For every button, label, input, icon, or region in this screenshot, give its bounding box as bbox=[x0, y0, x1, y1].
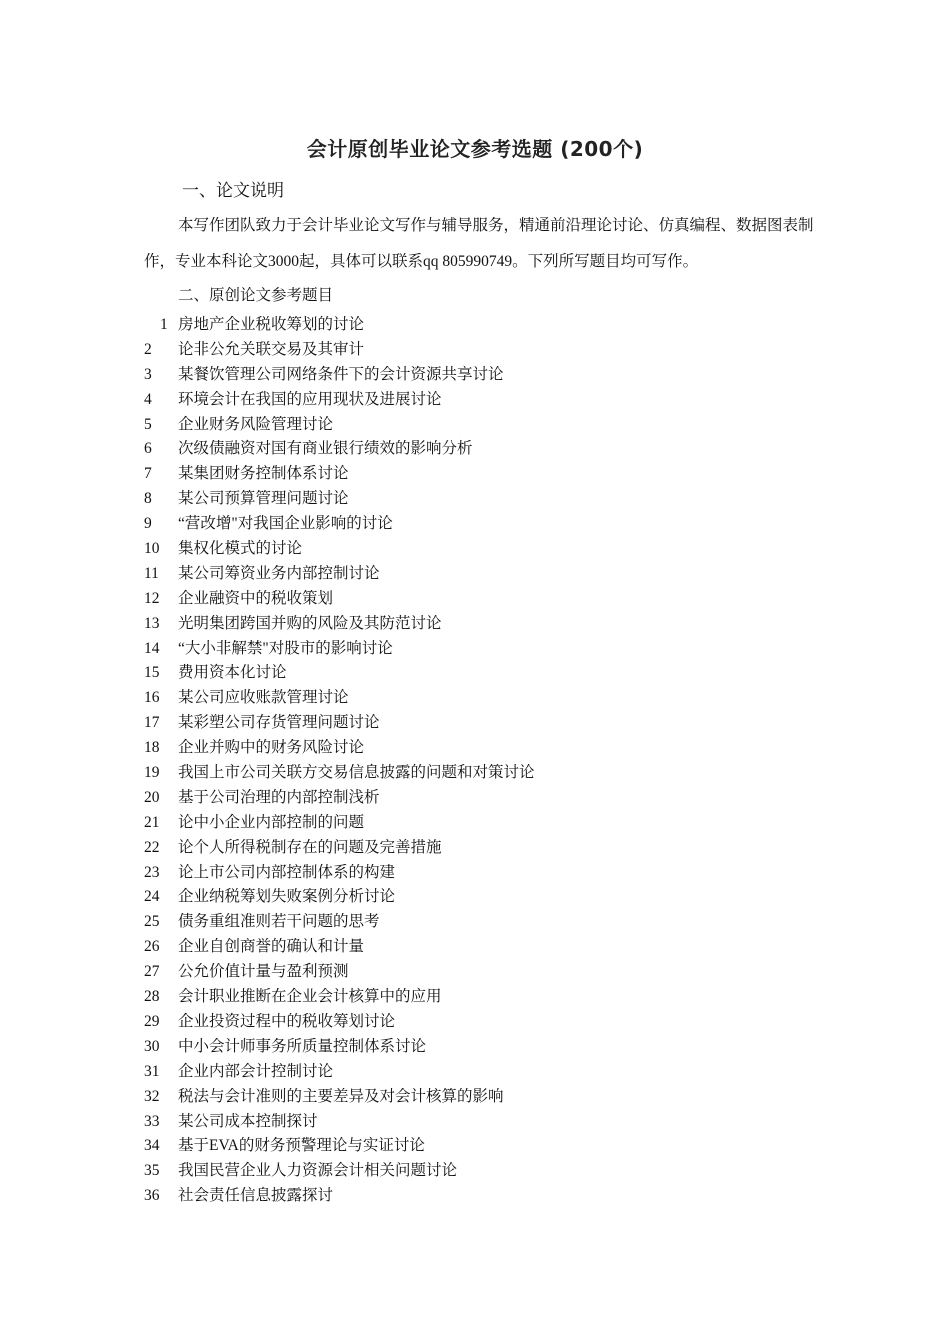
list-item bbox=[144, 338, 844, 363]
topic-title: 基于EVA的财务预警理论与实证讨论 bbox=[178, 1137, 425, 1155]
list-item bbox=[144, 363, 844, 388]
topic-title: 基于公司治理的内部控制浅析 bbox=[178, 788, 380, 806]
topic-number: 7 bbox=[144, 465, 152, 483]
topic-number: 11 bbox=[144, 564, 159, 582]
topic-title: 次级债融资对国有商业银行绩效的影响分析 bbox=[178, 440, 473, 458]
topic-number: 34 bbox=[144, 1137, 160, 1155]
list-item bbox=[144, 612, 844, 637]
topic-title: 论中小企业内部控制的问题 bbox=[178, 813, 365, 831]
section-heading-explanation: 一、论文说明 bbox=[182, 181, 284, 200]
topic-number: 36 bbox=[144, 1187, 160, 1205]
list-item bbox=[144, 811, 844, 836]
topic-number: 31 bbox=[144, 1062, 160, 1080]
list-item bbox=[144, 885, 844, 910]
topic-number: 19 bbox=[144, 764, 160, 782]
list-item bbox=[144, 562, 844, 587]
topic-number: 33 bbox=[144, 1112, 160, 1130]
topic-title: 房地产企业税收筹划的讨论 bbox=[178, 316, 365, 333]
list-item bbox=[144, 413, 844, 438]
topic-number: 25 bbox=[144, 913, 160, 931]
list-item bbox=[144, 786, 844, 811]
list-item bbox=[144, 537, 844, 562]
topic-title: 企业财务风险管理讨论 bbox=[178, 415, 334, 433]
topic-title: 某餐饮管理公司网络条件下的会计资源共享讨论 bbox=[178, 365, 504, 383]
topic-number: 24 bbox=[144, 888, 160, 906]
list-item bbox=[144, 836, 844, 861]
topic-title: “大小非解禁"对股市的影响讨论 bbox=[178, 639, 393, 657]
topic-title: 企业投资过程中的税收筹划讨论 bbox=[178, 1012, 396, 1030]
list-item bbox=[144, 1184, 844, 1209]
topic-number: 22 bbox=[144, 838, 160, 856]
topic-number: 23 bbox=[144, 863, 160, 881]
list-item bbox=[144, 388, 844, 413]
topic-title: “营改增"对我国企业影响的讨论 bbox=[178, 515, 393, 533]
topic-title: 债务重组准则若干问题的思考 bbox=[178, 913, 380, 931]
topic-number: 21 bbox=[144, 813, 160, 831]
intro-paragraph: 本写作团队致力于会计毕业论文写作与辅导服务，精通前沿理论讨论、仿真编程、数据图表制作，专业本科论文3000起，具体可以联系qq 805990749。下列所写题目均可写作。 bbox=[144, 217, 814, 270]
list-item bbox=[144, 985, 844, 1010]
topic-number: 5 bbox=[144, 415, 152, 433]
list-item bbox=[144, 1110, 844, 1135]
topic-number: 12 bbox=[144, 589, 160, 607]
topic-number: 27 bbox=[144, 963, 160, 981]
topic-number: 32 bbox=[144, 1087, 160, 1105]
topic-title: 我国民营企业人力资源会计相关问题讨论 bbox=[178, 1162, 458, 1180]
list-item bbox=[144, 1010, 844, 1035]
topic-title: 企业融资中的税收策划 bbox=[178, 589, 334, 607]
topic-title: 会计职业推断在企业会计核算中的应用 bbox=[178, 988, 442, 1006]
topic-number: 9 bbox=[144, 515, 152, 533]
topic-number: 18 bbox=[144, 739, 160, 757]
list-item bbox=[144, 711, 844, 736]
topic-title: 某公司成本控制探讨 bbox=[178, 1112, 318, 1130]
topic-number: 15 bbox=[144, 664, 160, 682]
list-item bbox=[144, 910, 844, 935]
topic-number: 14 bbox=[144, 639, 160, 657]
list-item bbox=[144, 1159, 844, 1184]
list-item bbox=[144, 1035, 844, 1060]
topic-title: 企业纳税筹划失败案例分析讨论 bbox=[178, 888, 396, 906]
topic-number: 10 bbox=[144, 540, 160, 558]
list-item bbox=[144, 313, 844, 338]
topic-title: 光明集团跨国并购的风险及其防范讨论 bbox=[178, 614, 442, 632]
topic-number: 35 bbox=[144, 1162, 160, 1180]
topic-number: 4 bbox=[144, 390, 152, 408]
list-item bbox=[144, 1134, 844, 1159]
topic-number: 28 bbox=[144, 988, 160, 1006]
topic-number: 29 bbox=[144, 1012, 160, 1030]
topic-title: 中小会计师事务所质量控制体系讨论 bbox=[178, 1037, 427, 1055]
list-item bbox=[144, 935, 844, 960]
list-item bbox=[144, 861, 844, 886]
topic-title: 企业并购中的财务风险讨论 bbox=[178, 739, 365, 757]
topic-title: 某公司应收账款管理讨论 bbox=[178, 689, 349, 707]
topic-title: 企业自创商誉的确认和计量 bbox=[178, 938, 365, 956]
topic-number: 6 bbox=[144, 440, 152, 458]
section-heading-topics: 二、原创论文参考题目 bbox=[178, 287, 334, 304]
topic-title: 社会责任信息披露探讨 bbox=[178, 1187, 334, 1205]
topic-number: 16 bbox=[144, 689, 160, 707]
topic-number: 26 bbox=[144, 938, 160, 956]
topic-title: 某彩塑公司存货管理问题讨论 bbox=[178, 714, 380, 732]
topic-title: 论非公允关联交易及其审计 bbox=[178, 340, 365, 358]
topic-title: 费用资本化讨论 bbox=[178, 664, 287, 682]
topic-number: 2 bbox=[144, 340, 152, 358]
topic-number: 30 bbox=[144, 1037, 160, 1055]
list-item bbox=[144, 661, 844, 686]
document-title: 会计原创毕业论文参考选题 (200个) bbox=[306, 137, 644, 161]
topic-title: 论上市公司内部控制体系的构建 bbox=[178, 863, 396, 881]
topic-number: 1 bbox=[160, 316, 168, 333]
list-item bbox=[144, 637, 844, 662]
list-item bbox=[144, 462, 844, 487]
list-item bbox=[144, 487, 844, 512]
topic-title: 论个人所得税制存在的问题及完善措施 bbox=[178, 838, 442, 856]
list-item bbox=[144, 736, 844, 761]
topic-title: 公允价值计量与盈利预测 bbox=[178, 963, 349, 981]
list-item bbox=[144, 587, 844, 612]
topic-title: 税法与会计准则的主要差异及对会计核算的影响 bbox=[178, 1087, 504, 1105]
list-item bbox=[144, 1085, 844, 1110]
topic-title: 我国上市公司关联方交易信息披露的问题和对策讨论 bbox=[178, 764, 535, 782]
topic-number: 13 bbox=[144, 614, 160, 632]
topic-title: 环境会计在我国的应用现状及进展讨论 bbox=[178, 390, 442, 408]
list-item bbox=[144, 437, 844, 462]
topic-title: 某公司预算管理问题讨论 bbox=[178, 490, 349, 508]
topic-number: 3 bbox=[144, 365, 152, 383]
list-item bbox=[144, 1060, 844, 1085]
topic-number: 17 bbox=[144, 714, 160, 732]
topic-title: 集权化模式的讨论 bbox=[178, 540, 303, 558]
list-item bbox=[144, 960, 844, 985]
topic-number: 20 bbox=[144, 788, 160, 806]
topic-list bbox=[144, 313, 844, 1209]
topic-title: 某集团财务控制体系讨论 bbox=[178, 465, 349, 483]
list-item bbox=[144, 686, 844, 711]
list-item bbox=[144, 761, 844, 786]
topic-title: 企业内部会计控制讨论 bbox=[178, 1062, 334, 1080]
topic-number: 8 bbox=[144, 490, 152, 508]
list-item bbox=[144, 512, 844, 537]
topic-title: 某公司筹资业务内部控制讨论 bbox=[178, 564, 380, 582]
